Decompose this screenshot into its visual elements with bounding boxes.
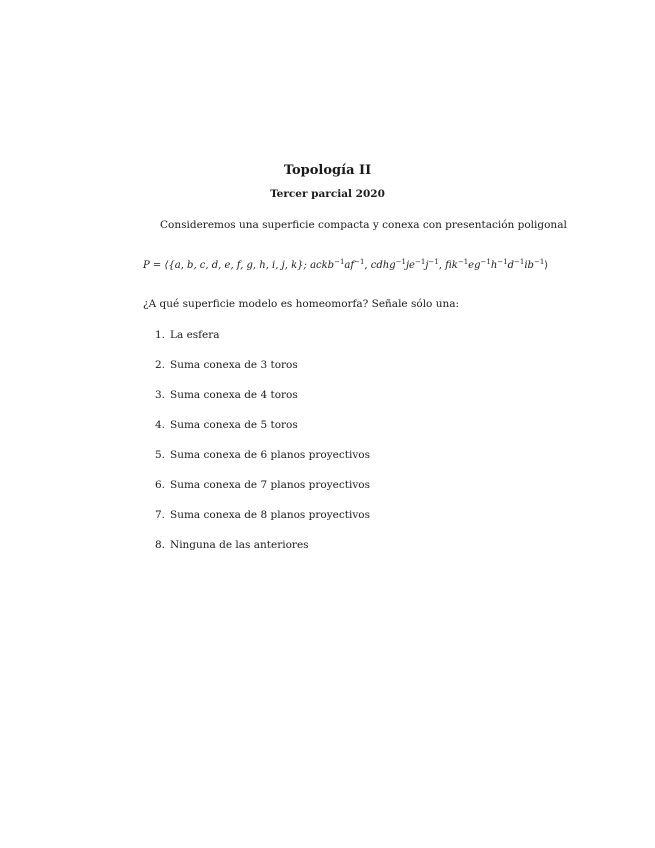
option-item: 2. Suma conexa de 3 toros [155, 359, 298, 371]
answer-options-list [155, 329, 370, 569]
formula-word-2: $cdhg^{-1}je^{-1}j^{-1}$, [370, 258, 446, 271]
option-text: Suma conexa de 8 planos proyectivos [170, 509, 370, 521]
option-text: Suma conexa de 4 toros [170, 389, 298, 401]
option-text: Suma conexa de 5 toros [170, 419, 298, 431]
option-item: 1. La esfera [155, 329, 220, 341]
option-item: 8. Ninguna de las anteriores [155, 539, 309, 551]
formula-word-1: $ackb^{-1}af^{-1}$, [310, 258, 371, 271]
option-item: 4. Suma conexa de 5 toros [155, 419, 298, 431]
option-text: Suma conexa de 6 planos proyectivos [170, 449, 370, 461]
document-title: Topología II [283, 163, 372, 178]
question-text: ¿A qué superficie modelo es homeomorfa? Señale sólo una: [143, 298, 460, 310]
option-text: Suma conexa de 7 planos proyectivos [170, 479, 370, 491]
formula-lhs: P = ⟨{a, b, c, d, e, f, g, h, i, j, k}; [143, 260, 307, 271]
option-text: La esfera [170, 329, 220, 341]
polygonal-presentation-formula [143, 258, 548, 271]
option-text: Suma conexa de 3 toros [170, 359, 298, 371]
option-item: 3. Suma conexa de 4 toros [155, 389, 298, 401]
option-item: 5. Suma conexa de 6 planos proyectivos [155, 449, 370, 461]
formula-word-3: $fik^{-1}eg^{-1}h^{-1}d^{-1}ib^{-1}$ [445, 258, 545, 271]
option-item: 7. Suma conexa de 8 planos proyectivos [155, 509, 370, 521]
option-item: 6. Suma conexa de 7 planos proyectivos [155, 479, 370, 491]
document-subtitle: Tercer parcial 2020 [270, 188, 385, 200]
intro-paragraph: Consideremos una superficie compacta y conexa con presentación poligonal [160, 219, 567, 231]
formula-close: ⟩ [544, 260, 549, 271]
option-text: Ninguna de las anteriores [170, 539, 309, 551]
